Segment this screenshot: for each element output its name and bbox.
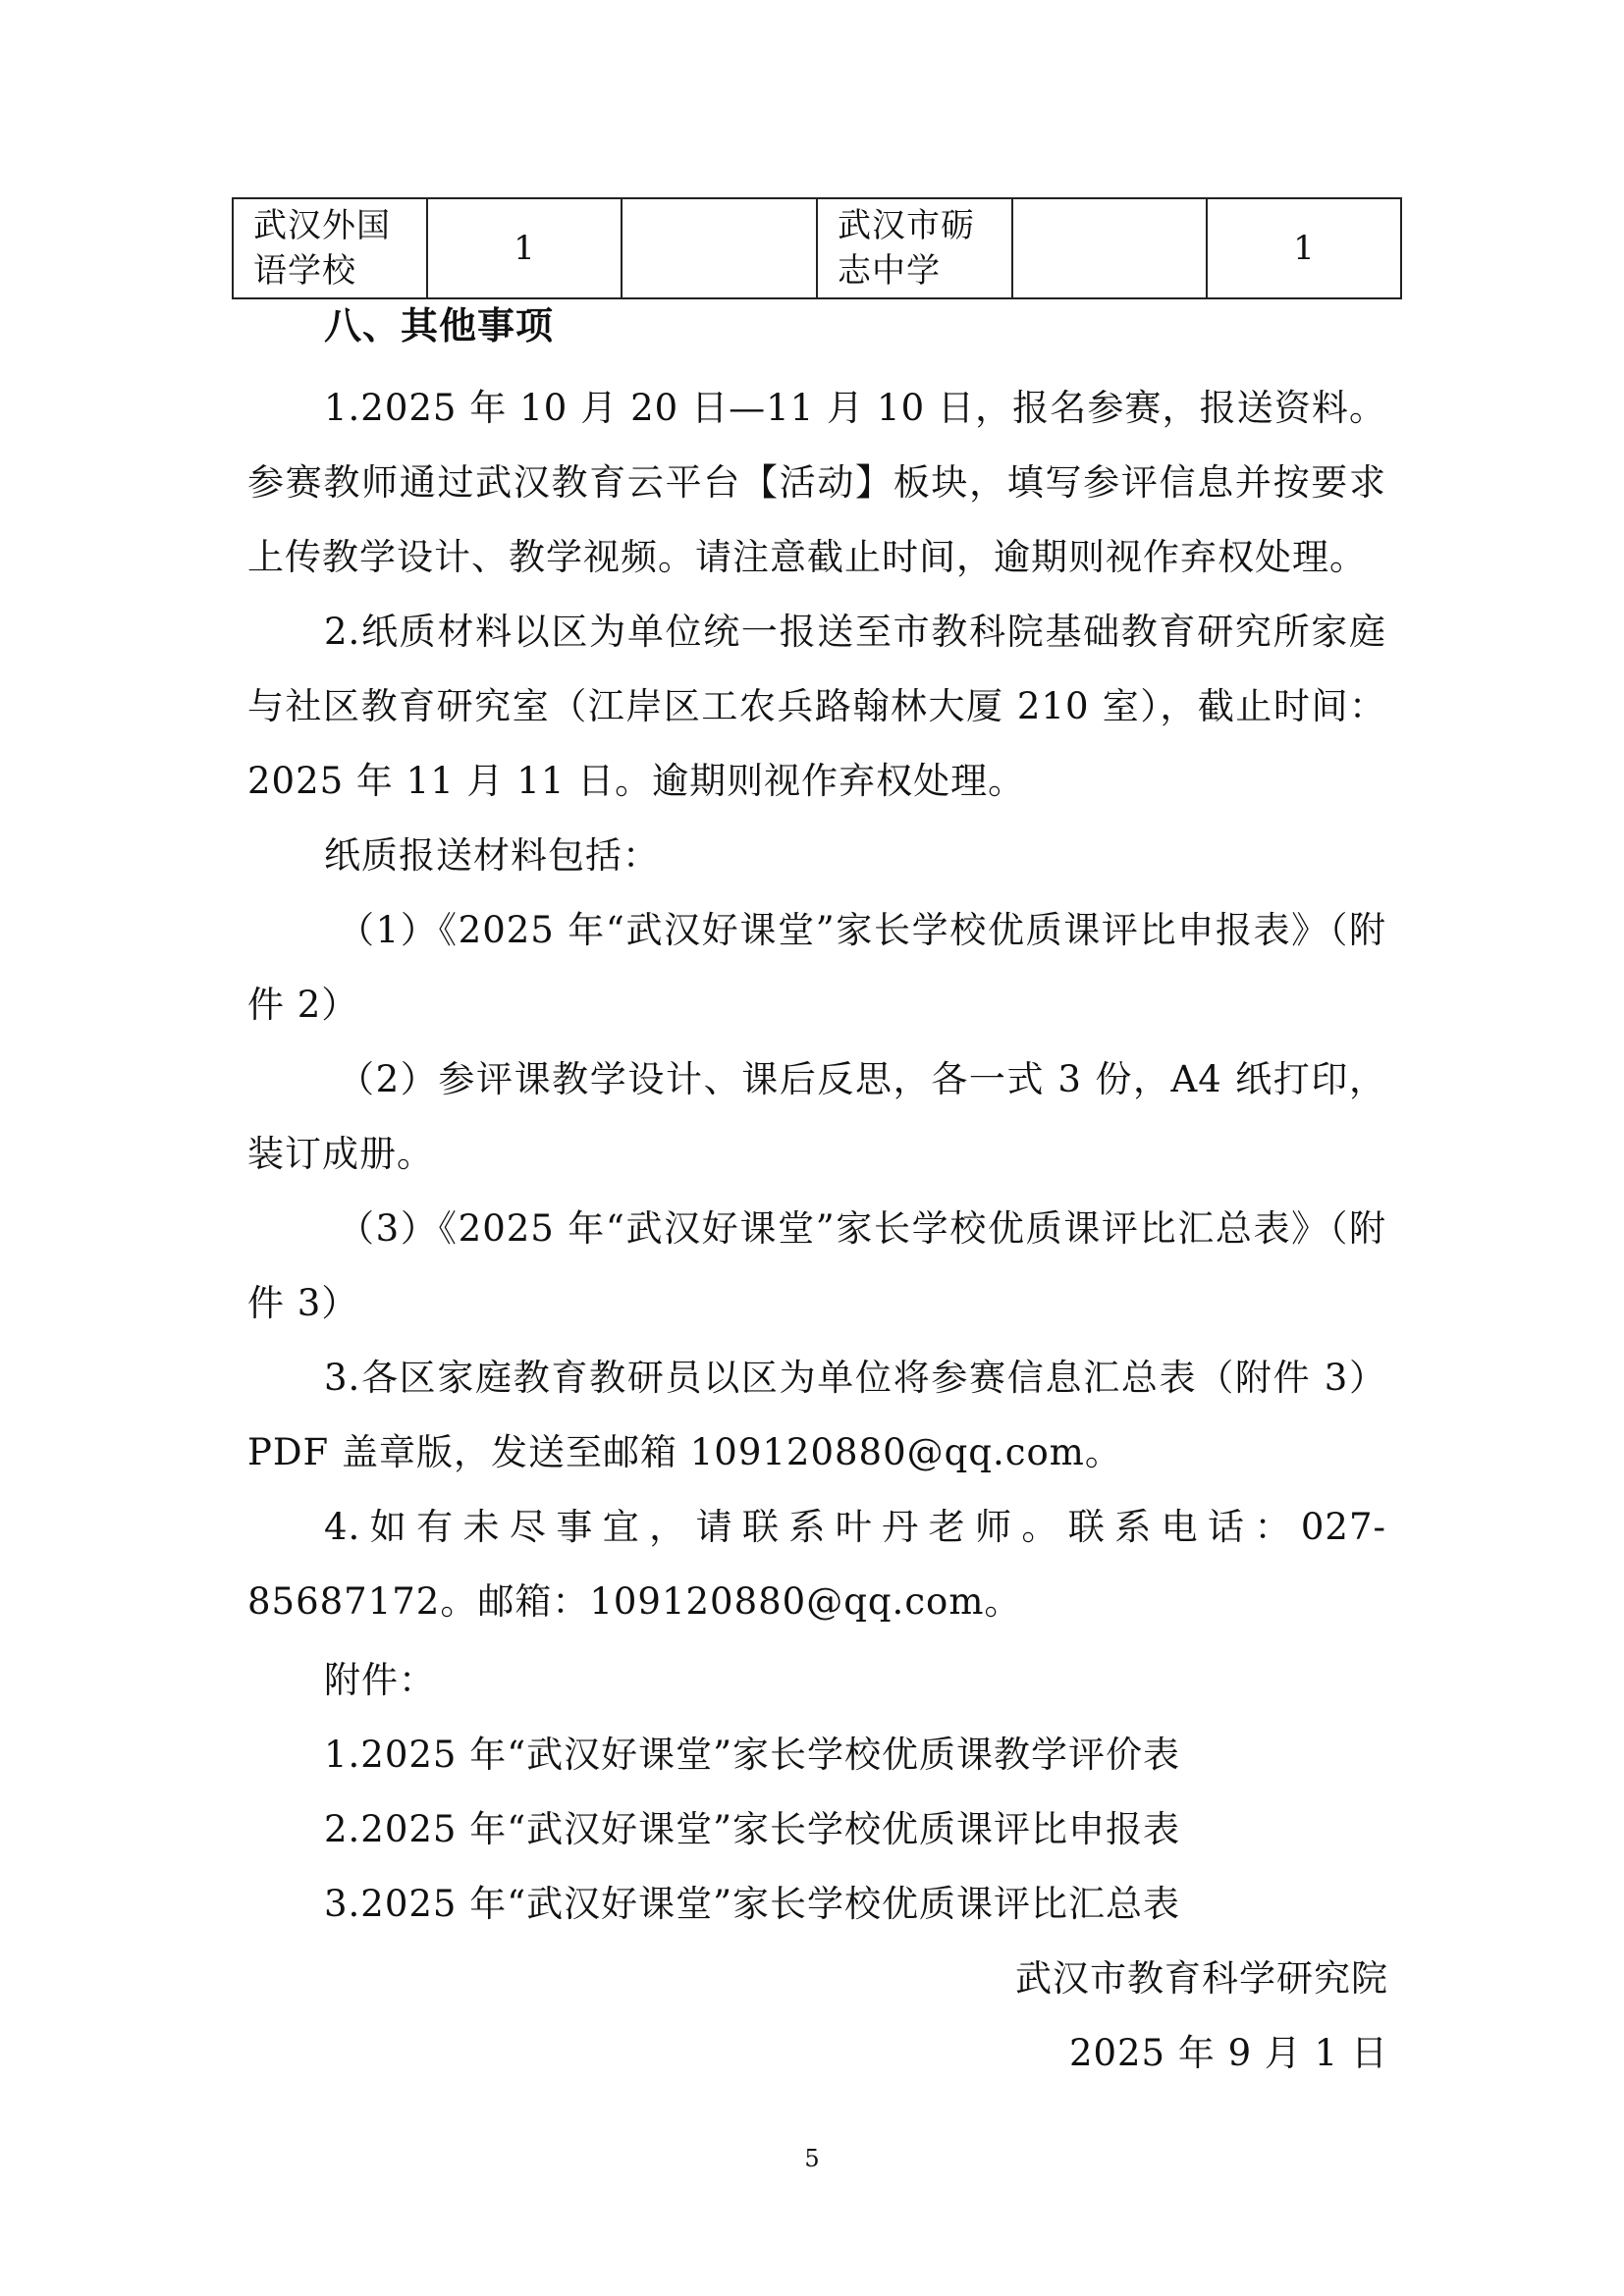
page-number: 5 bbox=[804, 2145, 820, 2172]
paragraph-material-item-1: （1）《2025 年“武汉好课堂”家长学校优质课评比申报表》（附件 2） bbox=[247, 909, 1386, 1026]
paragraph-paper-materials: 2.纸质材料以区为单位统一报送至市教科院基础教育研究所家庭与社区教育研究室（江岸区工农兵路翰林大厦 210 室），截止时间：2025 年 11 月 11 日。逾期则视作弃权处理。 bbox=[247, 611, 1386, 802]
table-cell-school-name bbox=[817, 198, 1012, 298]
paragraph-summary-submission: 3.各区家庭教育教研员以区为单位将参赛信息汇总表（附件 3）PDF 盖章版，发送至邮箱 109120880@qq.com。 bbox=[247, 1357, 1386, 1473]
section-heading: 八、其他事项 bbox=[324, 304, 555, 347]
cell-text: 武汉外国 语学校 bbox=[253, 206, 391, 291]
attachment-item: 1.2025 年“武汉好课堂”家长学校优质课教学评价表 bbox=[324, 1734, 1181, 1776]
paragraph-registration: 1.2025 年 10 月 20 日—11 月 10 日，报名参赛，报送资料。参赛教师通过武汉教育云平台【活动】板块，填写参评信息并按要求上传教学设计、教学视频。请注意截止时间，逾期则视作弃权处理。 bbox=[247, 387, 1386, 578]
table-cell-school-name bbox=[233, 198, 427, 298]
paragraph-materials-intro: 纸质报送材料包括： bbox=[324, 834, 660, 877]
cell-text: 武汉市砺 志中学 bbox=[838, 206, 975, 291]
paragraph-material-item-3: （3）《2025 年“武汉好课堂”家长学校优质课评比汇总表》（附件 3） bbox=[247, 1207, 1386, 1324]
table-row bbox=[233, 198, 1401, 298]
signature-date: 2025 年 9 月 1 日 bbox=[1068, 2032, 1388, 2074]
participants-table bbox=[232, 197, 1402, 299]
table-cell-empty bbox=[622, 198, 817, 298]
signature-organization: 武汉市教育科学研究院 bbox=[1015, 1957, 1388, 2000]
attachments-label: 附件： bbox=[324, 1659, 436, 1701]
paragraph-contact: 4.如有未尽事宜，请联系叶丹老师。联系电话：027-85687172。邮箱：109120880@qq.com。 bbox=[247, 1506, 1386, 1623]
attachment-item: 2.2025 年“武汉好课堂”家长学校优质课评比申报表 bbox=[324, 1808, 1181, 1850]
attachment-item: 3.2025 年“武汉好课堂”家长学校优质课评比汇总表 bbox=[324, 1883, 1181, 1925]
table-cell-count: 1 bbox=[1207, 198, 1401, 298]
paragraph-material-item-2: （2）参评课教学设计、课后反思，各一式 3 份，A4 纸打印，装订成册。 bbox=[247, 1058, 1386, 1175]
table-cell-count: 1 bbox=[427, 198, 622, 298]
table-cell-empty bbox=[1012, 198, 1207, 298]
